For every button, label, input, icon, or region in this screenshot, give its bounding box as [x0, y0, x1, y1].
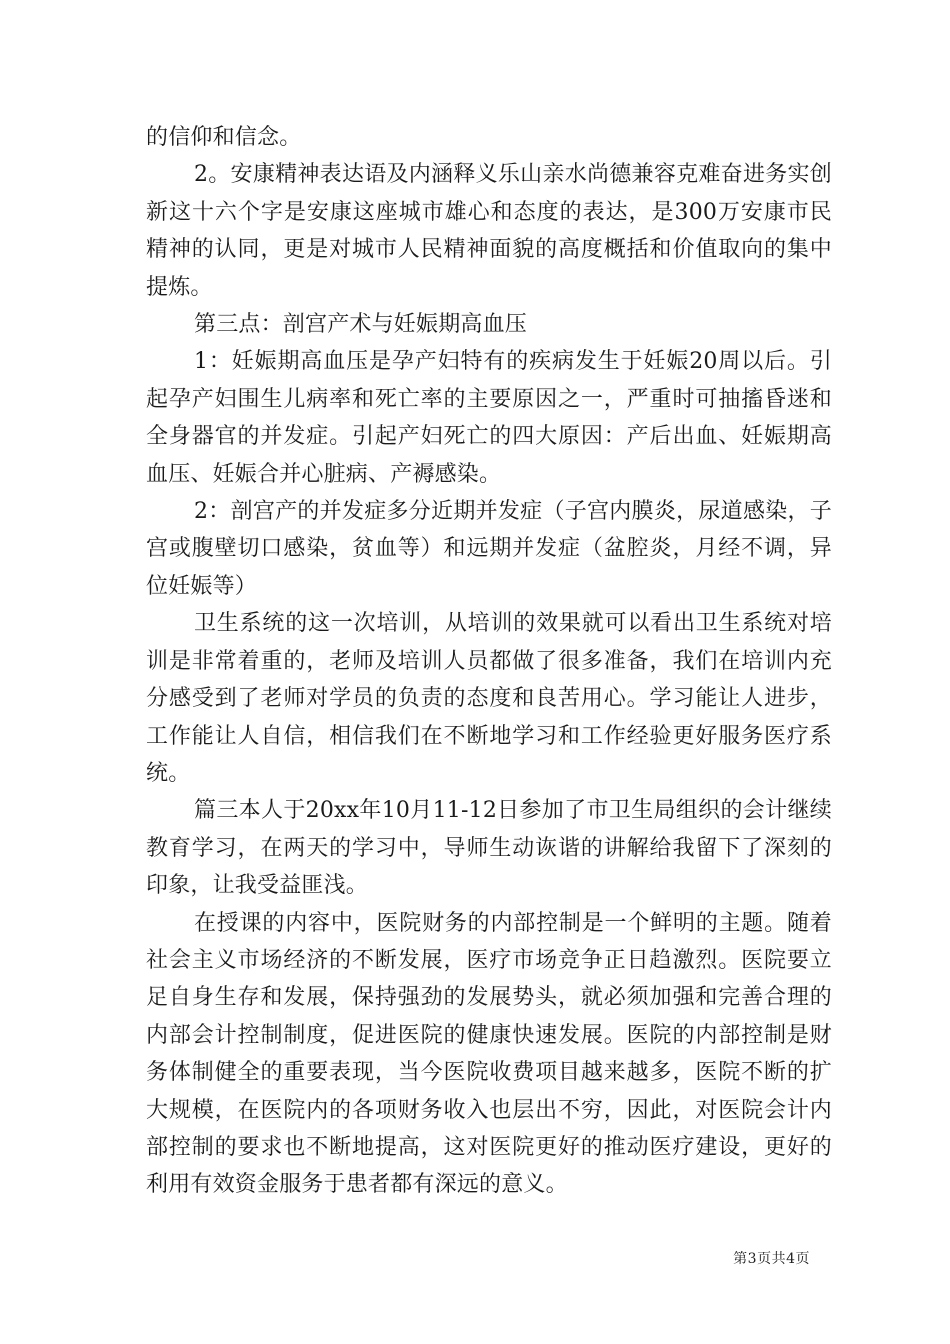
- paragraph: 1：妊娠期高血压是孕产妇特有的疾病发生于妊娠20周以后。引起孕产妇围生儿病率和死亡率的主要原因之一，严重时可抽搐昏迷和全身器官的并发症。引起产妇死亡的四大原因：产后出血、妊娠期高血压、妊娠合并心脏病、产褥感染。: [146, 349, 832, 487]
- document-body: [146, 119, 832, 1204]
- section-heading: 第三点：剖宫产术与妊娠期高血压: [194, 312, 528, 338]
- paragraph: 2。安康精神表达语及内涵释义乐山亲水尚德兼容克难奋进务实创新这十六个字是安康这座城市雄心和态度的表达，是300万安康市民精神的认同，更是对城市人民精神面貌的高度概括和价值取向的集中提炼。: [146, 162, 832, 300]
- paragraph: 卫生系统的这一次培训，从培训的效果就可以看出卫生系统对培训是非常着重的，老师及培训人员都做了很多准备，我们在培训内充分感受到了老师对学员的负责的态度和良苦用心。学习能让人进步，工作能让人自信，相信我们在不断地学习和工作经验更好服务医疗系统。: [146, 611, 832, 786]
- paragraph: 2：剖宫产的并发症多分近期并发症（子宫内膜炎，尿道感染，子宫或腹壁切口感染，贫血等）和远期并发症（盆腔炎，月经不调，异位妊娠等）: [146, 499, 832, 599]
- page-number: 第3页共4页: [733, 1251, 810, 1267]
- paragraph: 篇三本人于20xx年10月11-12日参加了市卫生局组织的会计继续教育学习，在两天的学习中，导师生动诙谐的讲解给我留下了深刻的印象，让我受益匪浅。: [146, 798, 832, 899]
- paragraph: 在授课的内容中，医院财务的内部控制是一个鲜明的主题。随着社会主义市场经济的不断发展，医疗市场竞争正日趋激烈。医院要立足自身生存和发展，保持强劲的发展势头，就必须加强和完善合理的内部会计控制制度，促进医院的健康快速发展。医院的内部控制是财务体制健全的重要表现，当今医院收费项目越来越多，医院不断的扩大规模，在医院内的各项财务收入也层出不穷，因此，对医院会计内部控制的要求也不断地提高，这对医院更好的推动医疗建设，更好的利用有效资金服务于患者都有深远的意义。: [146, 910, 832, 1198]
- paragraph: 的信仰和信念。: [146, 125, 302, 150]
